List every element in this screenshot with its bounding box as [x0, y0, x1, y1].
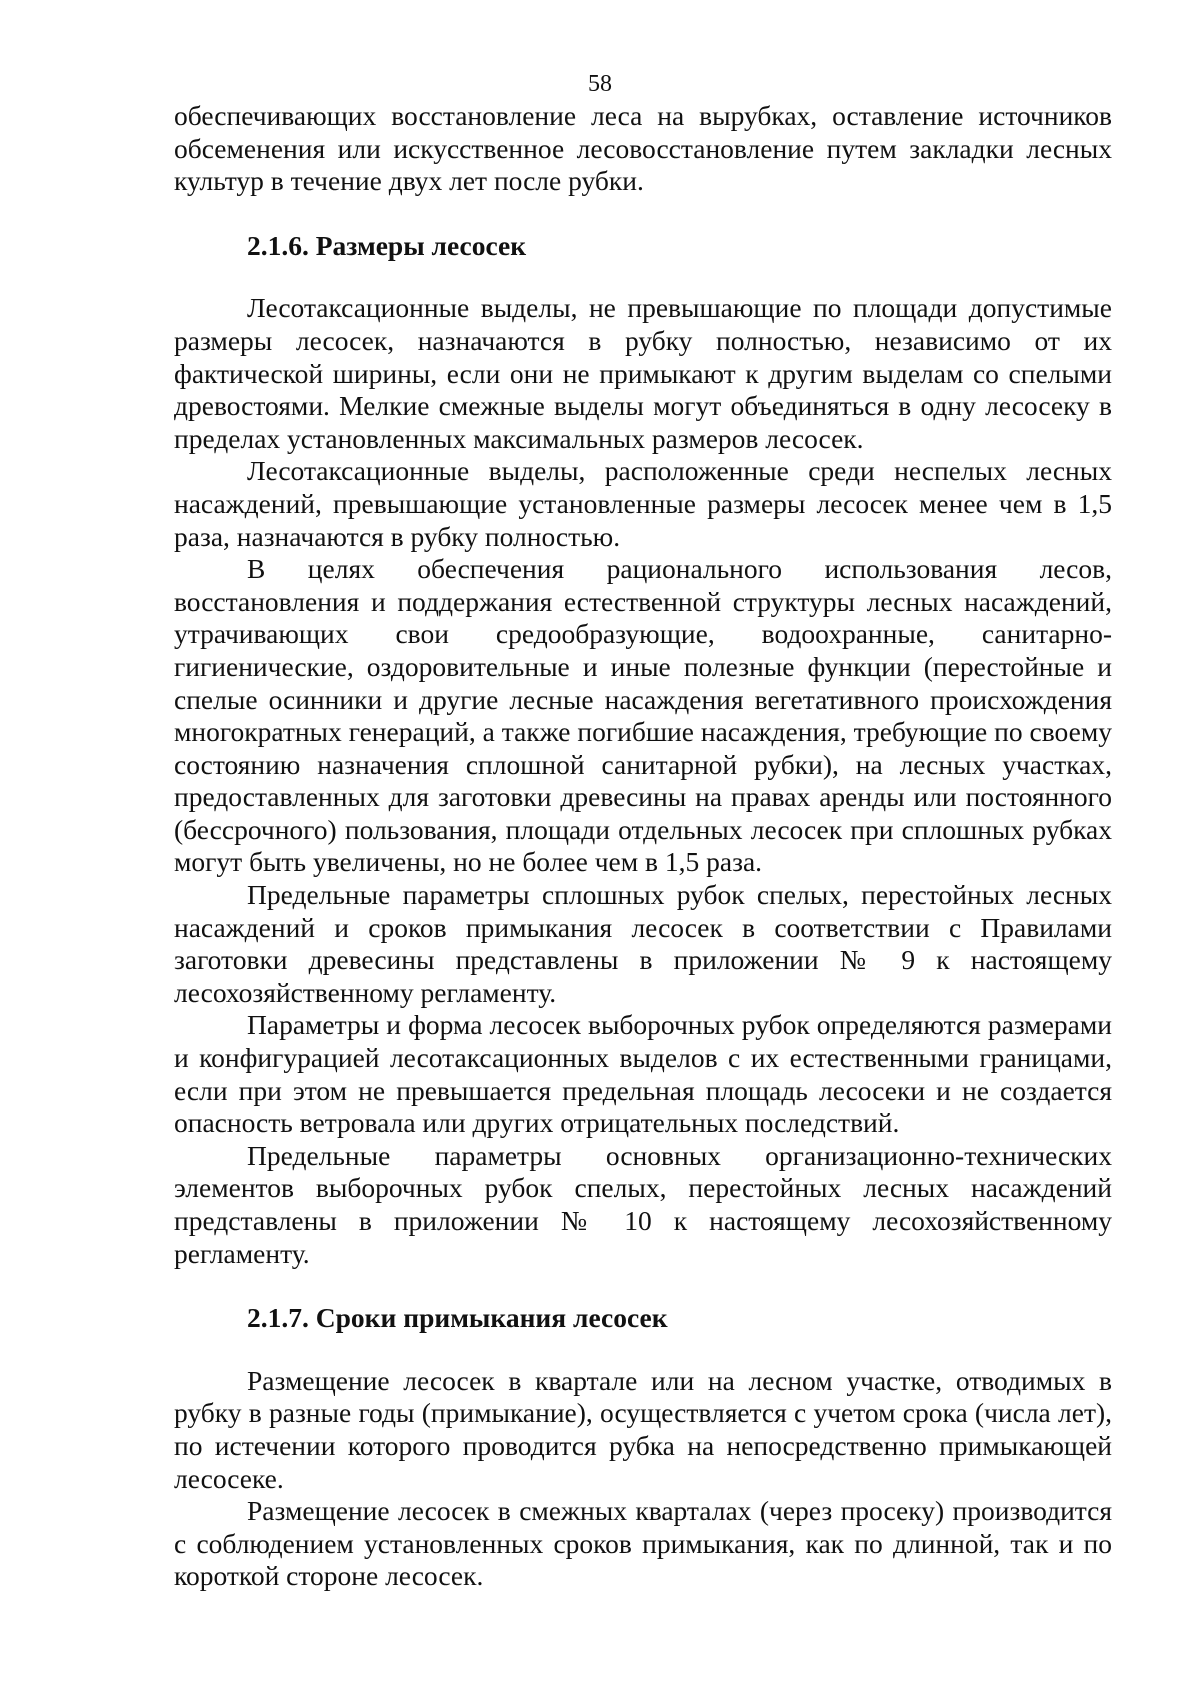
paragraph: Размещение лесосек в квартале или на лесном участке, отводимых в рубку в разные годы (примыкание), осуществляется с учетом срока (числа лет), по истечении которого проводится рубка на непосредственно примыкающей лесосеке.	[174, 1364, 1112, 1494]
section-heading-2-1-6: 2.1.6. Размеры лесосек	[247, 229, 527, 261]
paragraph: Параметры и форма лесосек выборочных рубок определяются размерами и конфигурацией лесотаксационных выделов с их естественными границами, если при этом не превышается предельная площадь лесосеки и не создается опасность ветровала или других отрицательных последствий.	[174, 1009, 1112, 1139]
paragraph: Предельные параметры сплошных рубок спелых, перестойных лесных насаждений и сроков примыкания лесосек в соответствии с Правилами заготовки древесины представлены в приложении № 9 к настоящему лесохозяйственному регламенту.	[174, 879, 1112, 1008]
paragraph: Предельные параметры основных организационно-технических элементов выборочных рубок спелых, перестойных лесных насаждений представлены в приложении № 10 к настоящему лесохозяйственному регламенту.	[174, 1139, 1112, 1269]
paragraph-continuation: обеспечивающих восстановление леса на вырубках, оставление источников обсеменения или искусственное лесовосстановление путем закладки лесных культур в течение двух лет после рубки.	[174, 100, 1112, 197]
paragraph: Размещение лесосек в смежных кварталах (через просеку) производится с соблюдением установленных сроков примыкания, как по длинной, так и по короткой стороне лесосек.	[174, 1495, 1112, 1592]
paragraph: Лесотаксационные выделы, расположенные среди неспелых лесных насаждений, превышающие установленные размеры лесосек менее чем в 1,5 раза, назначаются в рубку полностью.	[174, 455, 1112, 552]
paragraph: В целях обеспечения рационального использования лесов, восстановления и поддержания естественной структуры лесных насаждений, утрачивающих свои средообразующие, водоохранные, санитарно-гигиенические, оздоровительные и иные полезные функции (перестойные и спелые осинники и другие лесные насаждения вегетативного происхождения многократных генераций, а также погибшие насаждения, требующие по своему состоянию назначения сплошной санитарной рубки), на лесных участках, предоставленных для заготовки древесины на правах аренды или постоянного (бессрочного) пользования, площади отдельных лесосек при сплошных рубках могут быть увеличены, но не более чем в 1,5 раза.	[174, 553, 1112, 878]
paragraph: Лесотаксационные выделы, не превышающие по площади допустимые размеры лесосек, назначаются в рубку полностью, независимо от их фактической ширины, если они не примыкают к другим выделам со спелыми древостоями. Мелкие смежные выделы могут объединяться в одну лесосеку в пределах установленных максимальных размеров лесосек.	[174, 292, 1112, 454]
document-body	[174, 100, 1112, 1593]
page-number: 58	[588, 71, 612, 97]
section-heading-2-1-7: 2.1.7. Сроки примыкания лесосек	[247, 1302, 668, 1334]
